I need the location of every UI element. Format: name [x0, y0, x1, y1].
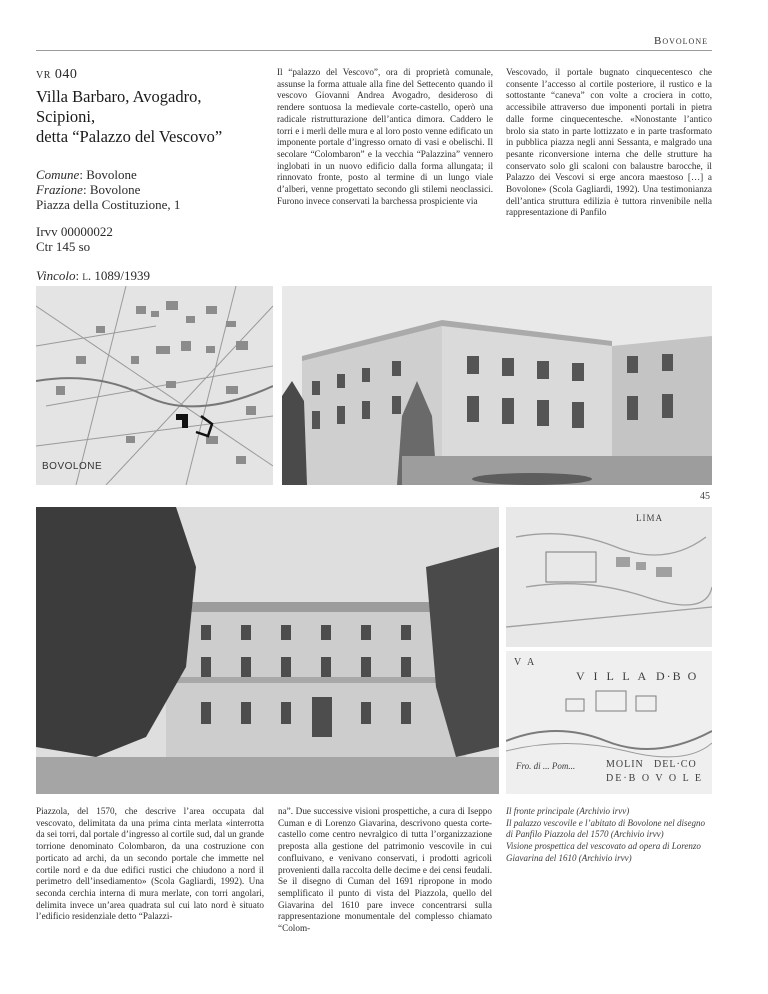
frazione-label: Frazione [36, 182, 83, 197]
photo-side-facade [282, 286, 712, 485]
address: Piazza della Costituzione, 1 [36, 197, 181, 212]
villa-title-line-2: Scipioni, [36, 107, 96, 126]
frazione-value: Bovolone [89, 182, 141, 197]
drawing-text-dbo: D·B O [656, 669, 699, 683]
ctr-code: Ctr 145 so [36, 239, 91, 254]
drawing-text-villa: V I L L A [576, 669, 650, 683]
photo-main-front [36, 507, 499, 794]
map-drawing [36, 286, 273, 485]
comune-label: Comune [36, 167, 80, 182]
map-label: BOVOLONE [42, 461, 103, 472]
historical-drawing-giavarina [506, 651, 712, 794]
main-front-drawing [36, 507, 499, 794]
drawing-text-va: V A [514, 657, 537, 668]
villa-title-line-3: detta “Palazzo del Vescovo” [36, 127, 223, 146]
photo-captions [506, 806, 712, 865]
comune-row: Comune: Bovolone [36, 167, 137, 182]
comune-value: Bovolone [86, 167, 137, 182]
body-text-column-2: Vescovado, il portale bugnato cinquecentesco che consente l’accesso al cortile posteriore, il rustico e la sottostante “caneva” con volte a crociera in cotto, accessibile attraverso due imponenti portali in pietra dalle forme cinquecentesche. «Nonostante l’antico brolo sia stato in parte lottizzato e in parte trasformato in pubblica piazza negli anni Sessanta, e malgrado una pesante riconversione interna che delle strutture ha conservato solo gli scaloni con balaustre barocche, il Palazzo dei Vescovi si erge ancora maestoso […] a Bovolone» (Scola Gagliardi, 1992). Una testimonianza dell’antica struttura edilizia è tuttora rinvenibile nella rappresentazione di Panfilo [506, 67, 712, 218]
drawing-text-molin: MOLIN [606, 759, 644, 770]
drawing-text-debovole: DE·B O V O L E [606, 773, 703, 784]
caption-front: Il fronte principale (Archivio irvv) [506, 806, 630, 816]
villa-title-line-1: Villa Barbaro, Avogadro, [36, 87, 202, 106]
location-block [36, 167, 251, 212]
running-head: Bovolone [654, 35, 708, 47]
drawing-text-script: Fro. di ... Pom... [516, 761, 576, 771]
header-rule [36, 50, 712, 51]
vincolo-row: Vincolo: l. 1089/1939 [36, 268, 150, 283]
page-number: 45 [700, 491, 710, 502]
caption-giavarina: Visione prospettica del vescovato ad opera di Lorenzo Giavarina del 1610 (Archivio irvv) [506, 841, 701, 863]
villa-title [36, 87, 251, 147]
side-facade-drawing [282, 286, 712, 485]
drawing-text-lima: LIMA [636, 513, 663, 523]
frazione-row: Frazione: Bovolone [36, 182, 141, 197]
body-text-column-1: Il “palazzo del Vescovo”, ora di proprietà comunale, assunse la forma attuale alla fine del Settecento quando il vescovo Giovanni Andrea Avogadro, desideroso di rendere sontuosa la medievale corte-castello, operò una radicale ristrutturazione dell’antica dimora. Caddero le torri e i merli delle mura e al loro posto venne edificato un imponente portale d’ingresso ornato di vasi e obelischi. Il secolare “Colombaron” e la vecchia “Palazzina” vennero inglobati in un nuovo edificio dalla forma allungata; il rinnovato fronte, posto al termine di un lungo viale d’alberi, venne progettato secondo gli stilemi neoclassici. Furono invece conservati la barchessa prospiciente via [277, 67, 493, 206]
vincolo-value: l. 1089/1939 [82, 268, 150, 283]
historical-drawing-piazzola [506, 507, 712, 647]
vincolo-label: Vincolo [36, 268, 76, 283]
ids-block [36, 224, 251, 254]
location-map [36, 286, 273, 485]
piazzola-drawing [506, 507, 712, 647]
body-text-column-3: Piazzola, del 1570, che descrive l’area occupata dal vescovato, delimitata da una prima cinta merlata «interrotta da sei torri, dal portale d’ingresso al cortile sud, dal un grande torrione denominato Colombaron, da una costruzione con porticato ad archi, da un secondo portale che immette nel cortile nord e da due edifici rustici che chiudono a nord il perimetro dell’insediamento» (Scola Gagliardi, 1992). Una seconda cerchia interna di mura merlate, con torri angolari, delimita invece un’area quadrata sul cui lato nord è situato l’edificio residenziale detto “Palazzi- [36, 806, 264, 922]
body-text-column-4: na”. Due successive visioni prospettiche, a cura di Iseppo Cuman e di Lorenzo Giavarina, descrivono questa corte-castello come centro nevralgico di tutta l’organizzazione preposta alla gestione del patrimonio vescovile in cui confluivano, e venivano conservati, i prodotti agricoli provenienti dalla raccolta delle decime e dei censi feudali. Se il disegno di Cuman del 1691 ripropone in modo semplificato il punto di vista del Piazzola, quello del Giavarina del 1610 pare invece concentrarsi sulla rappresentazione monumentale del complesso chiamato “Colom- [278, 806, 492, 934]
drawing-text-delco: DEL·CO [654, 759, 697, 770]
villa-info [36, 67, 251, 313]
irvv-code: Irvv 00000022 [36, 224, 113, 239]
villa-code: vr 040 [36, 67, 78, 82]
caption-piazzola: Il palazzo vescovile e l’abitato di Bovolone nel disegno di Panfilo Piazzola del 1570 (Archivio irvv) [506, 817, 705, 840]
